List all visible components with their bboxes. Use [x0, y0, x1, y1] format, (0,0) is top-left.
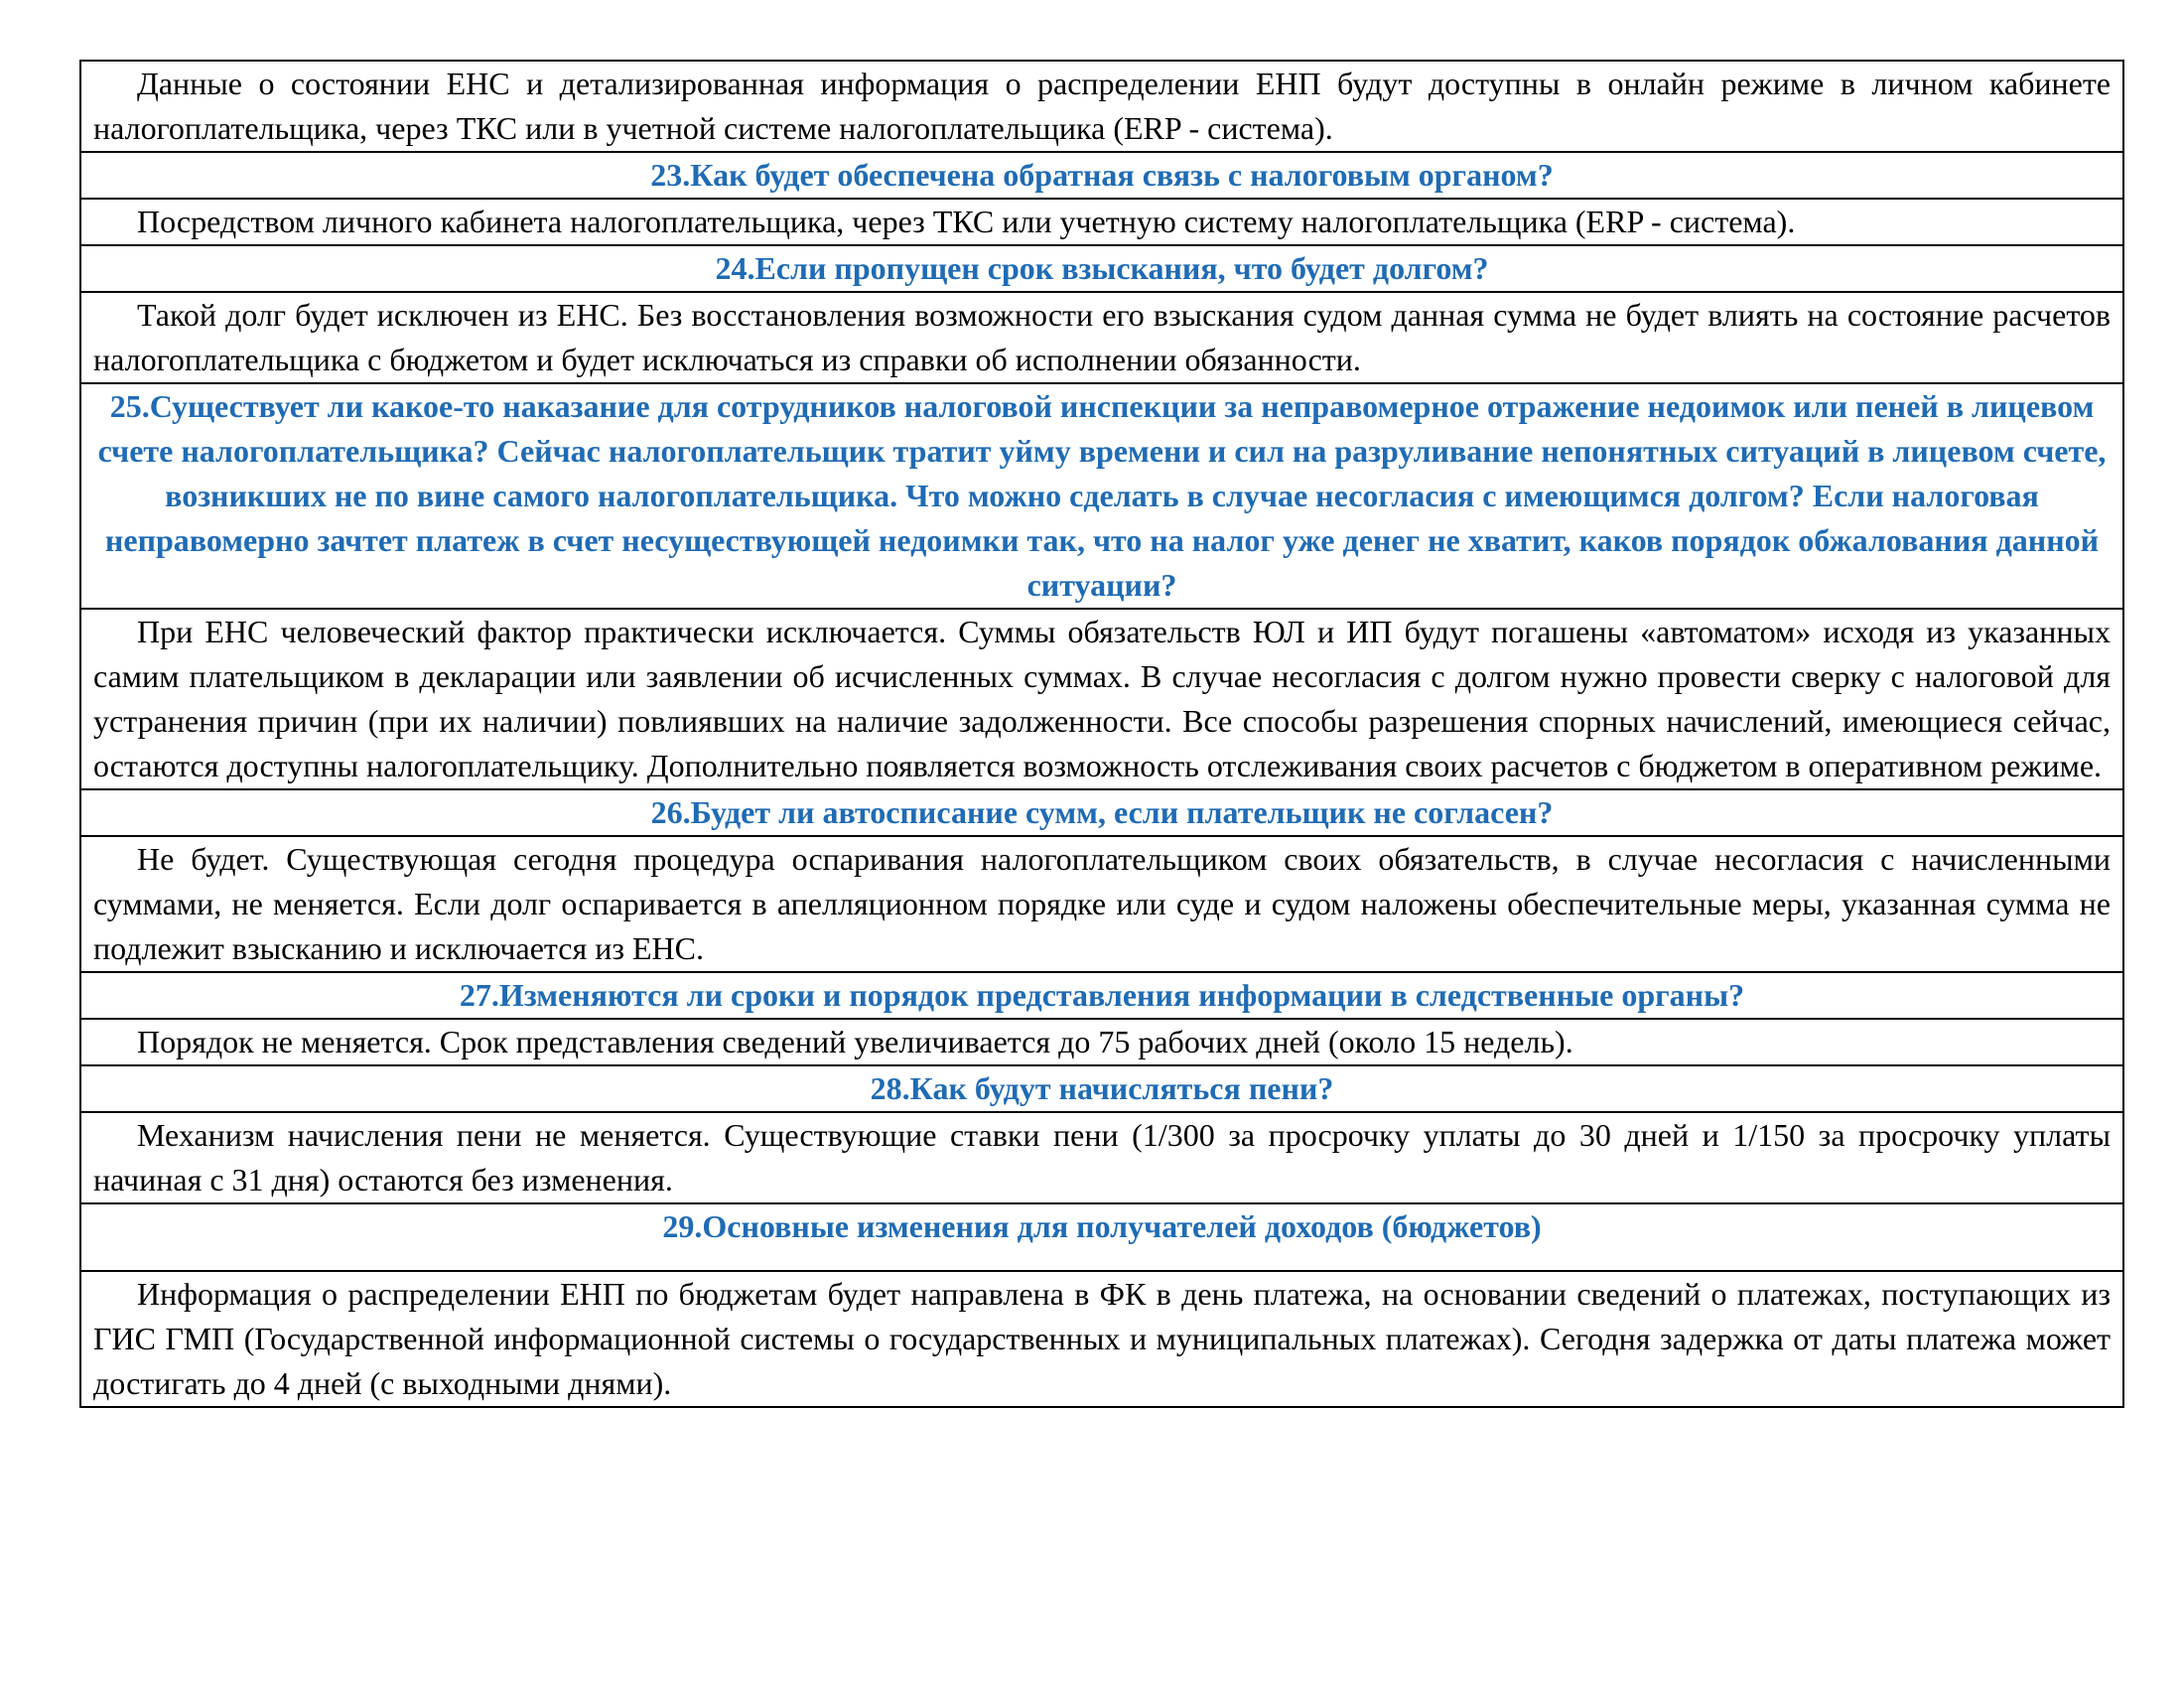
table-row	[80, 789, 2123, 836]
answer-26: Не будет. Существующая сегодня процедура оспаривания налогоплательщиком своих обязательств, в случае несогласия с начисленными суммами, не меняется. Если долг оспаривается в апелляционном порядке или суде и судом наложены обеспечительные меры, указанная сумма не подлежит взысканию и исключается из ЕНС.	[80, 836, 2123, 972]
question-25: 25.Существует ли какое-то наказание для сотрудников налоговой инспекции за неправомерное отражение недоимок или пеней в лицевом счете налогоплательщика? Сейчас налогоплательщик тратит уйму времени и сил на разруливание непонятных ситуаций в лицевом счете, возникших не по вине самого налогоплательщика. Что можно сделать в случае несогласия с имеющимся долгом? Если налоговая неправомерно зачтет платеж в счет несуществующей недоимки так, что на налог уже денег не хватит, каков порядок обжалования данной ситуации?	[80, 383, 2123, 609]
answer-25: При ЕНС человеческий фактор практически исключается. Суммы обязательств ЮЛ и ИП будут погашены «автоматом» исходя из указанных самим плательщиком в декларации или заявлении об исчисленных суммах. В случае несогласия с долгом нужно провести сверку с налоговой для устранения причин (при их наличии) повлиявших на наличие задолженности. Все способы разрешения спорных начислений, имеющиеся сейчас, остаются доступны налогоплательщику. Дополнительно появляется возможность отслеживания своих расчетов с бюджетом в оперативном режиме.	[80, 609, 2123, 789]
table-row	[80, 1112, 2123, 1203]
question-23: 23.Как будет обеспечена обратная связь с налоговым органом?	[80, 152, 2123, 199]
question-26: 26.Будет ли автосписание сумм, если плательщик не согласен?	[80, 789, 2123, 836]
table-row	[80, 609, 2123, 789]
table-row	[80, 61, 2123, 152]
table-row	[80, 292, 2123, 383]
question-28: 28.Как будут начисляться пени?	[80, 1065, 2123, 1112]
answer-27: Порядок не меняется. Срок представления сведений увеличивается до 75 рабочих дней (около 15 недель).	[80, 1019, 2123, 1065]
answer-29: Информация о распределении ЕНП по бюджетам будет направлена в ФК в день платежа, на основании сведений о платежах, поступающих из ГИС ГМП (Государственной информационной системы о государственных и муниципальных платежах). Сегодня задержка от даты платежа может достигать до 4 дней (с выходными днями).	[80, 1271, 2123, 1407]
table-row	[80, 1065, 2123, 1112]
faq-table	[79, 60, 2124, 1408]
table-row	[80, 245, 2123, 292]
answer-24: Такой долг будет исключен из ЕНС. Без восстановления возможности его взыскания судом данная сумма не будет влиять на состояние расчетов налогоплательщика с бюджетом и будет исключаться из справки об исполнении обязанности.	[80, 292, 2123, 383]
answer-22-continued: Данные о состоянии ЕНС и детализированная информация о распределении ЕНП будут доступны в онлайн режиме в личном кабинете налогоплательщика, через ТКС или в учетной системе налогоплательщика (ERP - система).	[80, 61, 2123, 152]
answer-23: Посредством личного кабинета налогоплательщика, через ТКС или учетную систему налогоплательщика (ERP - система).	[80, 199, 2123, 245]
table-row	[80, 383, 2123, 609]
table-row	[80, 972, 2123, 1019]
answer-28: Механизм начисления пени не меняется. Существующие ставки пени (1/300 за просрочку уплаты до 30 дней и 1/150 за просрочку уплаты начиная с 31 дня) остаются без изменения.	[80, 1112, 2123, 1203]
table-row	[80, 1203, 2123, 1271]
table-row	[80, 1019, 2123, 1065]
question-24: 24.Если пропущен срок взыскания, что будет долгом?	[80, 245, 2123, 292]
question-27: 27.Изменяются ли сроки и порядок представления информации в следственные органы?	[80, 972, 2123, 1019]
table-row	[80, 152, 2123, 199]
table-row	[80, 199, 2123, 245]
table-row	[80, 1271, 2123, 1407]
table-row	[80, 836, 2123, 972]
question-29: 29.Основные изменения для получателей доходов (бюджетов)	[80, 1203, 2123, 1271]
